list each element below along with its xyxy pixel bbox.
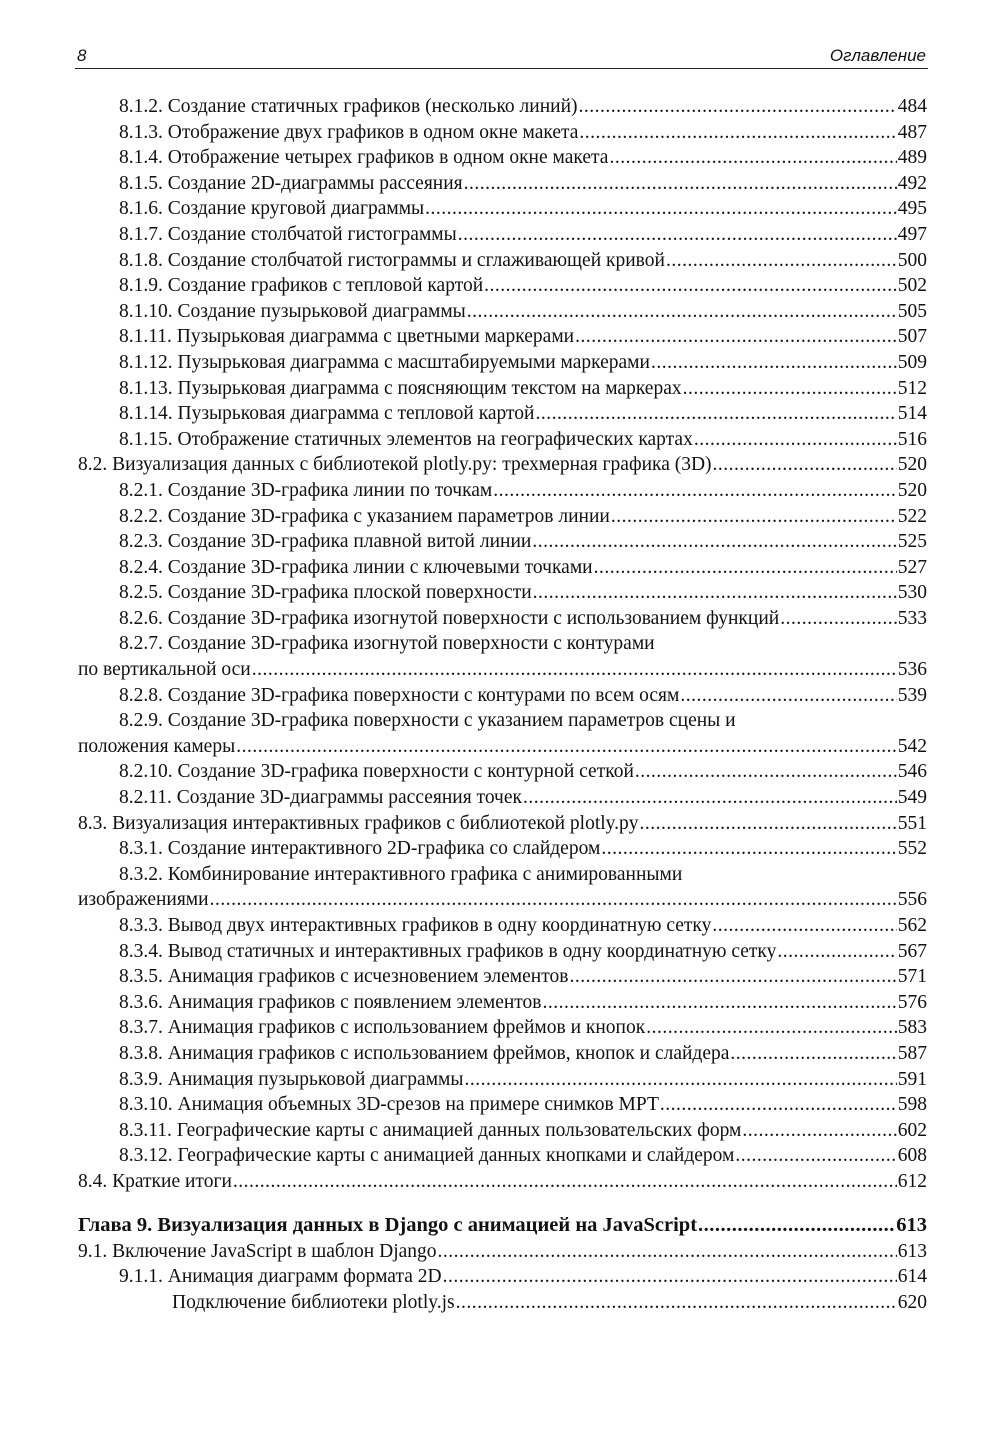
toc-entry-page: 489 [897,147,927,169]
toc-entry[interactable] [78,145,927,171]
toc-entry[interactable] [78,939,927,965]
dot-leader [713,452,897,478]
toc-entry-title: 8.1.5. Создание 2D-диаграммы рассеяния [119,172,463,194]
dot-leader [533,580,897,606]
table-of-contents [78,94,927,1315]
toc-entry-page: 576 [897,991,927,1013]
toc-entry-page: 539 [897,684,927,706]
dot-leader [683,376,897,402]
toc-entry[interactable] [78,1143,927,1169]
toc-entry-title-continued: положения камеры [78,735,236,757]
toc-entry[interactable] [78,1169,927,1195]
toc-entry-page: 567 [897,940,927,962]
toc-entry[interactable] [78,964,927,990]
toc-entry-page: 556 [897,889,927,911]
dot-leader [611,504,897,530]
toc-entry-title-continued: по вертикальной оси [78,659,251,681]
toc-entry[interactable] [78,299,927,325]
toc-entry[interactable] [78,273,927,299]
toc-entry-page: 614 [897,1266,927,1288]
toc-entry[interactable] [78,452,927,478]
toc-entry-page: 571 [897,966,927,988]
toc-entry-title: 8.2.10. Создание 3D-графика поверхности с контурной сеткой [119,761,634,783]
toc-entry[interactable] [78,324,927,350]
toc-entry-title: 8.2.11. Создание 3D-диаграммы рассеяния точек [119,787,522,809]
toc-entry-page: 484 [897,96,927,117]
dot-leader [456,1290,897,1316]
toc-entry[interactable] [78,811,927,837]
toc-entry-title: 8.2. Визуализация данных с библиотекой plotly.py: трехмерная графика (3D) [78,454,712,476]
dot-leader [651,350,897,376]
toc-entry-title: 8.2.1. Создание 3D-графика линии по точкам [119,479,493,501]
dot-leader [210,887,897,913]
toc-entry[interactable] [78,1264,927,1290]
toc-entry-page: 546 [897,761,927,783]
toc-entry-title: 8.3.3. Вывод двух интерактивных графиков в одну координатную сетку [119,915,712,936]
toc-entry-title: 8.2.5. Создание 3D-графика плоской поверхности [119,582,532,604]
toc-entry[interactable] [78,606,927,632]
toc-entry-title: 8.3.1. Создание интерактивного 2D-графика со слайдером [119,838,601,860]
toc-entry-title: 8.3.4. Вывод статичных и интерактивных графиков в одну координатную сетку [119,940,777,962]
dot-leader [536,401,897,427]
toc-entry-title: Глава 9. Визуализация данных в Django с анимацией на JavaScript [78,1213,698,1236]
toc-entry-page: 591 [897,1068,927,1090]
dot-leader [236,734,897,760]
running-title: Оглавление [829,46,926,65]
toc-entry-title: 8.2.9. Создание 3D-графика поверхности с указанием параметров сцены и [119,710,736,732]
toc-entry[interactable] [78,120,927,146]
dot-leader [694,427,897,453]
toc-entry-page: 497 [897,223,927,245]
toc-entry-title: 8.3.11. Географические карты с анимацией данных пользовательских форм [119,1119,742,1141]
toc-entry-title: 9.1.1. Анимация диаграмм формата 2D [119,1266,442,1288]
toc-entry-title: 8.1.4. Отображение четырех графиков в одном окне макета [119,147,609,169]
dot-leader [579,94,897,120]
toc-entry[interactable] [78,1015,927,1041]
dot-leader [780,606,897,632]
toc-entry[interactable] [78,248,927,274]
toc-entry-title: 8.1.6. Создание круговой диаграммы [119,198,425,220]
toc-entry-title: 8.2.3. Создание 3D-графика плавной витой линии [119,531,532,553]
page-header [75,44,928,69]
toc-entry-page: 516 [897,428,927,450]
toc-entry-title: 8.1.8. Создание столбчатой гистограммы и сглаживающей кривой [119,249,665,271]
toc-entry-title: Подключение библиотеки plotly.js [172,1291,455,1313]
toc-entry-title-continued: изображениями [78,889,209,911]
dot-leader [532,529,896,555]
toc-entry-page: 505 [897,300,927,322]
toc-entry-title: 8.1.14. Пузырьковая диаграмма с тепловой картой [119,403,535,425]
toc-entry-page: 620 [897,1291,927,1313]
toc-entry[interactable] [78,1067,927,1093]
toc-entry[interactable] [78,350,927,376]
toc-entry-page: 495 [897,198,927,220]
toc-entry-page: 552 [897,838,927,860]
dot-leader [666,248,897,274]
dot-leader [712,913,896,939]
toc-entry-page: 562 [897,915,927,936]
toc-entry-page: 507 [897,326,927,348]
toc-entry[interactable] [78,478,927,504]
toc-entry-page: 602 [897,1119,927,1141]
toc-entry-page: 502 [897,275,927,297]
toc-entry[interactable] [78,708,927,759]
toc-entry[interactable] [78,427,927,453]
toc-entry[interactable] [78,683,927,709]
toc-entry-title: 9.1. Включение JavaScript в шаблон Django [78,1240,437,1262]
dot-leader [438,1239,897,1265]
toc-entry-title: 8.3.5. Анимация графиков с исчезновением элементов [119,966,569,988]
toc-entry[interactable] [78,376,927,402]
dot-leader [233,1169,897,1195]
toc-entry[interactable] [78,555,927,581]
toc-entry-page: 613 [897,1240,927,1262]
dot-leader [601,836,896,862]
dot-leader [594,555,897,581]
toc-entry-title: 8.1.7. Создание столбчатой гистограммы [119,223,457,245]
toc-entry[interactable] [78,94,927,120]
toc-entry[interactable] [78,862,927,913]
toc-entry[interactable] [78,401,927,427]
dot-leader [467,299,897,325]
dot-leader [579,120,896,146]
toc-entry-title: 8.2.8. Создание 3D-графика поверхности с контурами по всем осям [119,684,680,706]
toc-entry-title: 8.2.4. Создание 3D-графика линии с ключевыми точками [119,556,593,578]
dot-leader [680,683,896,709]
toc-entry-page: 608 [897,1145,927,1167]
toc-entry-page: 598 [897,1094,927,1116]
toc-entry-page: 583 [897,1017,927,1039]
dot-leader [660,1092,897,1118]
toc-entry-page: 509 [897,351,927,373]
toc-entry[interactable] [78,1212,927,1239]
dot-leader [569,964,896,990]
toc-entry[interactable] [78,196,927,222]
toc-entry-page: 487 [897,121,927,143]
dot-leader [443,1264,897,1290]
dot-leader [698,1212,895,1239]
toc-entry-title: 8.3.10. Анимация объемных 3D-срезов на примере снимков МРТ [119,1094,659,1116]
dot-leader [523,785,897,811]
toc-entry[interactable] [78,913,927,939]
toc-entry-page: 522 [897,505,927,527]
toc-entry-title: 8.1.3. Отображение двух графиков в одном окне макета [119,121,579,143]
toc-entry[interactable] [78,631,927,682]
page-number: 8 [77,46,87,65]
toc-entry-title: 8.3.12. Географические карты с анимацией данных кнопками и слайдером [119,1145,735,1167]
dot-leader [646,1015,897,1041]
toc-entry[interactable] [78,171,927,197]
dot-leader [735,1143,896,1169]
toc-entry-page: 525 [897,531,927,553]
toc-entry[interactable] [78,785,927,811]
toc-entry-title: 8.4. Краткие итоги [78,1170,232,1192]
toc-entry[interactable] [78,1118,927,1144]
toc-entry[interactable] [78,990,927,1016]
toc-entry-title: 8.3.9. Анимация пузырьковой диаграммы [119,1068,464,1090]
toc-entry-title: 8.3.6. Анимация графиков с появлением элементов [119,991,542,1013]
toc-entry-page: 520 [897,479,927,501]
toc-entry[interactable] [78,1041,927,1067]
dot-leader [493,478,897,504]
toc-entry[interactable] [78,504,927,530]
toc-entry[interactable] [78,1239,927,1265]
toc-entry-page: 533 [897,607,927,629]
toc-entry[interactable] [78,759,927,785]
dot-leader [575,324,897,350]
toc-entry-title: 8.1.9. Создание графиков с тепловой картой [119,275,484,297]
toc-entry-page: 551 [897,812,927,834]
dot-leader [464,171,897,197]
toc-entry-title: 8.1.15. Отображение статичных элементов на географических картах [119,428,693,450]
toc-entry-title: 8.2.2. Создание 3D-графика с указанием параметров линии [119,505,610,527]
toc-entry-page: 549 [897,787,927,809]
toc-entry-title: 8.1.11. Пузырьковая диаграмма с цветными маркерами [119,326,575,348]
dot-leader [742,1118,896,1144]
toc-entry[interactable] [78,1290,927,1316]
toc-entry-title: 8.3.7. Анимация графиков с использованием фреймов и кнопок [119,1017,646,1039]
dot-leader [484,273,897,299]
toc-entry-page: 514 [897,403,927,425]
dot-leader [425,196,897,222]
toc-entry-title: 8.3.2. Комбинирование интерактивного графика с анимированными [119,863,683,885]
toc-entry-title: 8.1.13. Пузырьковая диаграмма с поясняющим текстом на маркерах [119,377,682,399]
dot-leader [730,1041,896,1067]
dot-leader [252,657,897,683]
toc-entry-page: 530 [897,582,927,604]
dot-leader [464,1067,896,1093]
dot-leader [458,222,897,248]
toc-entry-page: 587 [897,1042,927,1064]
toc-entry[interactable] [78,529,927,555]
dot-leader [543,990,897,1016]
toc-entry[interactable] [78,222,927,248]
toc-entry-page: 492 [897,172,927,194]
toc-entry-page: 613 [896,1213,927,1236]
toc-entry-page: 512 [897,377,927,399]
toc-entry-title: 8.3. Визуализация интерактивных графиков с библиотекой plotly.py [78,812,639,834]
toc-entry-title: 8.2.6. Создание 3D-графика изогнутой поверхности с использованием функций [119,607,780,629]
toc-entry-page: 527 [897,556,927,578]
toc-entry[interactable] [78,836,927,862]
toc-entry-page: 612 [897,1170,927,1192]
toc-entry-page: 536 [897,659,927,681]
toc-entry-title: 8.1.2. Создание статичных графиков (несколько линий) [119,96,578,117]
toc-entry-title: 8.1.10. Создание пузырьковой диаграммы [119,300,466,322]
toc-entry-page: 520 [897,454,927,476]
toc-entry-page: 542 [897,735,927,757]
dot-leader [635,759,897,785]
dot-leader [609,145,896,171]
toc-entry-title: 8.3.8. Анимация графиков с использованием фреймов, кнопок и слайдера [119,1042,730,1064]
toc-entry-title: 8.2.7. Создание 3D-графика изогнутой поверхности с контурами [119,633,655,655]
toc-entry[interactable] [78,1092,927,1118]
toc-entry-title: 8.1.12. Пузырьковая диаграмма с масштабируемыми маркерами [119,351,650,373]
toc-entry-page: 500 [897,249,927,271]
toc-entry[interactable] [78,580,927,606]
dot-leader [640,811,897,837]
dot-leader [777,939,896,965]
